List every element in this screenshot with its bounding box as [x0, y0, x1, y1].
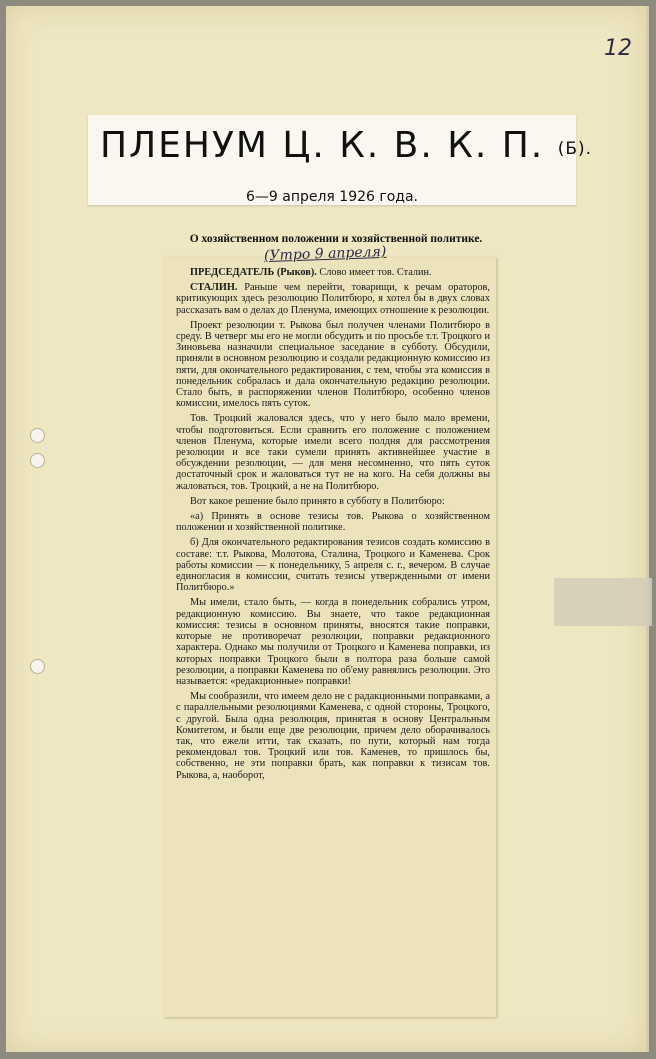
- article-paragraph: [176, 511, 490, 533]
- paragraph-text: «а) Принять в основе тезисы тов. Рыкова о хозяйственном положении и хозяйственной политике.: [176, 511, 490, 534]
- paragraph-text: б) Для окончательного редактирования тезисов создать комиссию в составе: т.т. Рыкова, Молотова, Сталина, Троцкого и Каменева. Срок работы комиссии — к понедельнику, 5 апреля с. г., вечером. В случае единогласия в комиссии, считать тезисы утвержденными от имени Политбюро.»: [176, 537, 490, 594]
- article-paragraph: [176, 691, 490, 781]
- punch-hole: [30, 659, 45, 674]
- speaker-name: СТАЛИН.: [190, 282, 238, 294]
- title-main: ПЛЕНУМ Ц. К. В. К. П.: [100, 125, 545, 166]
- plenum-title: [100, 125, 593, 166]
- tape-patch: [554, 578, 652, 626]
- article-paragraph: [176, 597, 490, 687]
- page-number: 12: [604, 36, 632, 61]
- paragraph-text: Проект резолюции т. Рыкова был получен членами Политбюро в среду. В четверг мы его не могли обсудить и по просьбе т.т. Троцкого и Зиновьева назначили специальное заседание в субботу. Обсудили, приняли в основном резолюцию и создали редакционную комиссию из пяти, для окончательного редактирования, с тем, чтобы эта комиссия в понедельник собралась и дала окончательную редакцию резолюции. Стало быть, в распоряжении членов Политбюро, особенно членов комиссии, имелось пять суток.: [176, 319, 490, 410]
- article-heading: О хозяйственном положении и хозяйственной политике.: [189, 233, 483, 245]
- paragraph-text: Раньше чем перейти, товарищи, к речам ораторов, критикующих здесь резолюцию Политбюро, я хотел бы в двух словах рассказать вам о делах до Пленума, имеющих отношение к резолюции.: [176, 282, 490, 316]
- article-body: [176, 267, 490, 785]
- article-paragraph: [176, 537, 490, 593]
- speaker-name: ПРЕДСЕДАТЕЛЬ (Рыков).: [190, 267, 317, 278]
- article-paragraph: [176, 282, 490, 316]
- handwritten-note: (Утро 9 апреля): [263, 243, 387, 265]
- paragraph-text: Вот какое решение было принято в субботу в Политбюро:: [190, 495, 445, 507]
- article-paragraph: [176, 320, 490, 410]
- article-paragraph: [176, 413, 490, 491]
- punch-hole: [30, 453, 45, 468]
- archive-sheet: [6, 6, 649, 1052]
- date-line: 6—9 апреля 1926 года.: [245, 189, 419, 205]
- paragraph-text: Тов. Троцкий жаловался здесь, что у него было мало времени, чтобы подготовиться. Если сравнить его положение с положением членов Пленума, которые имели всего полдня для рассмотрения резолюции и все таки сумели принять активнейшее участие в обсуждении резолюции, — для меня несомненно, что пять суток достаточный срок и жаловаться тут не на кого. На себя должны вы жаловаться, тов. Троцкий, а не на Политбюро.: [176, 413, 490, 492]
- article-paragraph: [176, 267, 490, 278]
- paragraph-text: Мы имели, стало быть, — когда в понедельник собрались утром, редакционную комиссию. Вы знаете, что такое редакционная комиссия: тезисы в основном приняты, вносятся такие поправки, которые не противоречат резолюции, поправки редакционного характера. Однако мы получили от Троцкого и Каменева поправки, из которых поправки Троцкого были в полтора раза больше самой резолюции, а поправки Каменева по об'ему равнялись резолюции. Это называется: «редакционные» поправки!: [176, 597, 490, 687]
- punch-hole: [30, 428, 45, 443]
- title-suffix: (Б).: [557, 139, 593, 159]
- paragraph-text: Слово имеет тов. Сталин.: [316, 267, 432, 278]
- paragraph-text: Мы сообразили, что имеем дело не с радакционными поправками, а с параллельными резолюциями Каменева, с одной стороны, Троцкого, с другой. Была одна резолюция, принятая в основу Центральным Комитетом, и были еще две резолюции, причем дело оборачивалось так, что ежели итти, так сказать, по пути, который нам тогда рекомендовал тов. Троцкий или тов. Каменев, то пришлось бы, собственно, не эти поправки брать, как поправки к тизисам тов. Рыкова, а, наоборот,: [176, 691, 490, 781]
- newspaper-clipping: [164, 257, 496, 1017]
- title-strip: [88, 115, 593, 205]
- article-paragraph: [176, 496, 490, 507]
